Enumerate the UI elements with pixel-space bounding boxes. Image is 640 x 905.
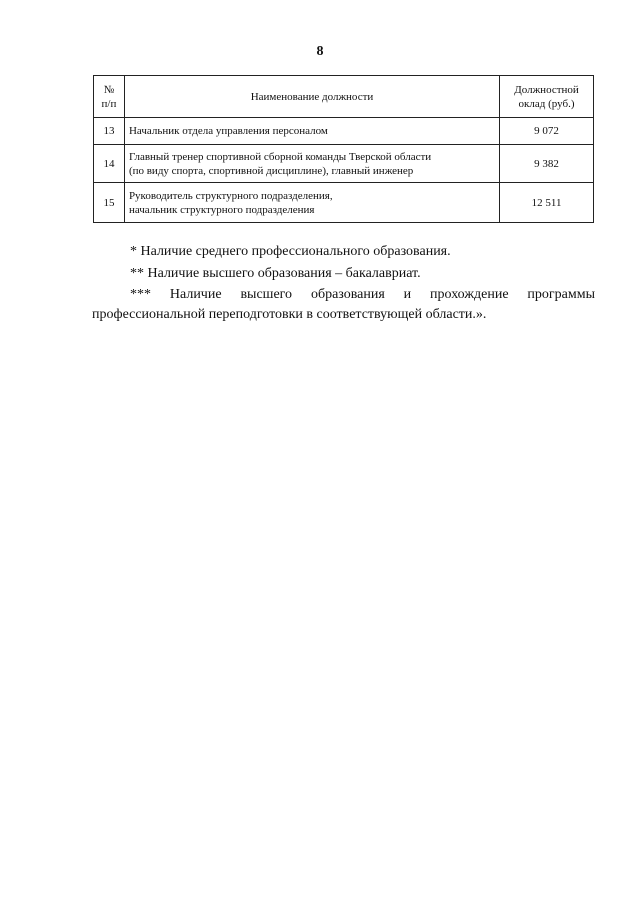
salary-value: 12 511 [500,183,594,223]
position-name-line: начальник структурного подразделения [128,203,315,216]
header-number-abbr: п/п [101,97,117,110]
table-row [94,183,594,223]
table-row [94,118,594,145]
position-name [124,118,499,145]
row-number: 13 [94,118,125,145]
salary-value: 9 382 [500,145,594,183]
salary-value: 9 072 [500,118,594,145]
salary-table [93,75,594,223]
position-name [124,183,499,223]
header-position-name: Наименование должности [124,76,499,118]
position-name-line: Руководитель структурного подразделения, [128,189,333,202]
row-number: 15 [94,183,125,223]
footnote-higher-education-retraining: *** Наличие высшего образования и прохождение программы профессиональной переподготовки в соответствующей области.». [92,287,595,322]
table-row [94,145,594,183]
position-name-line: (по виду спорта, спортивной дисциплине), главный инженер [128,164,414,177]
header-number [94,76,125,118]
position-name-line: Начальник отдела управления персоналом [128,125,328,137]
footnote-bachelor: ** Наличие высшего образования – бакалавриат. [130,266,421,281]
header-number-symbol: № [103,83,115,96]
position-name-line: Главный тренер спортивной сборной команды Тверской области [128,150,432,163]
footnote-secondary-education: * Наличие среднего профессионального образования. [130,244,451,259]
page-number: 8 [316,44,324,59]
header-salary-line2: оклад (руб.) [518,97,575,110]
row-number: 14 [94,145,125,183]
position-name [124,145,499,183]
header-salary [500,76,594,118]
header-salary-line1: Должностной [514,83,579,96]
table-header-row [94,76,594,118]
footnotes [92,241,595,325]
